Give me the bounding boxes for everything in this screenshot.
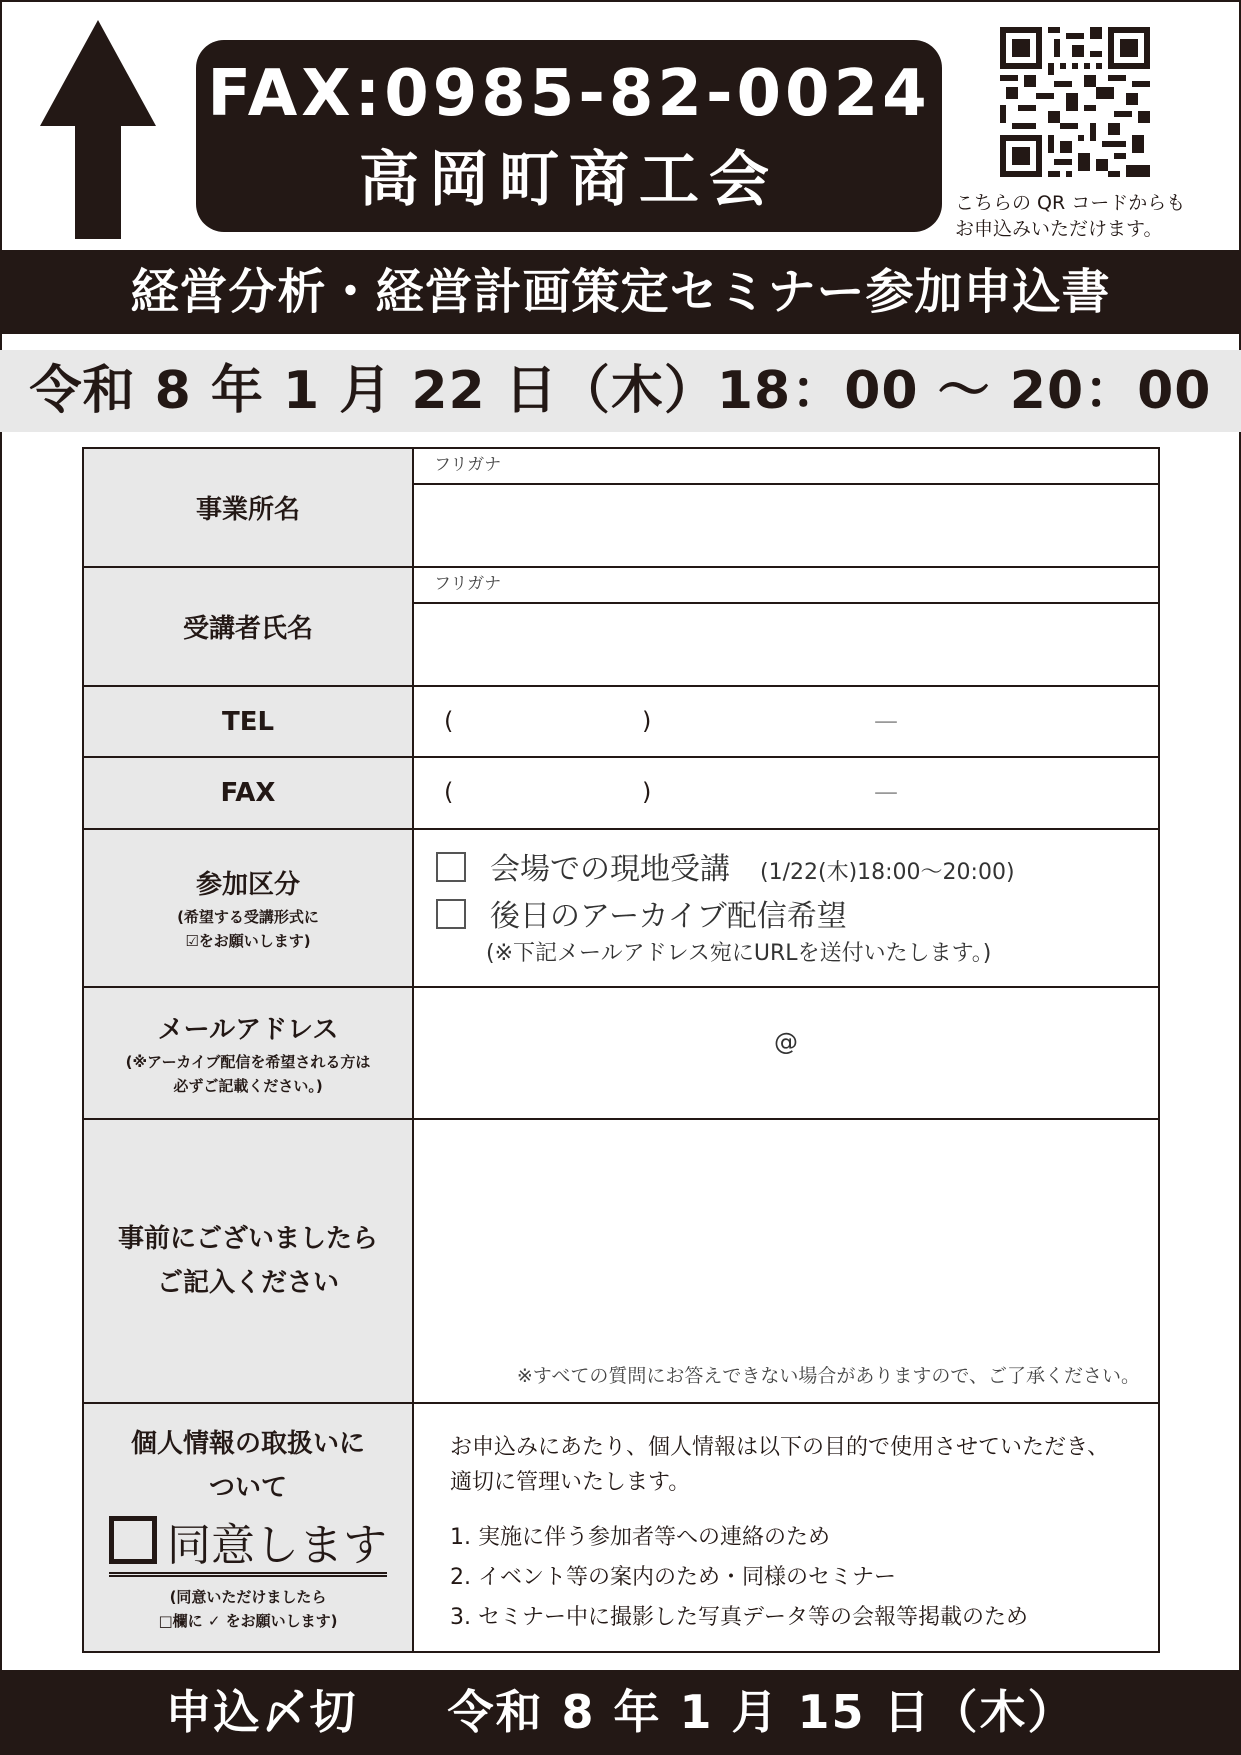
row-attendee-name xyxy=(83,567,1159,686)
fax-area-close: ) xyxy=(642,778,652,806)
privacy-intro: お申込みにあたり、個人情報は以下の目的で使用させていただき、 xyxy=(450,1435,1110,1460)
tel-dash: — xyxy=(874,707,898,735)
email-label: メールアドレス xyxy=(157,1014,339,1045)
fax-banner xyxy=(196,40,942,232)
deadline-label: 申込〆切 xyxy=(165,1685,358,1739)
arrow-up-icon xyxy=(40,20,156,239)
tel-area-close: ) xyxy=(642,707,652,735)
form-title: 経営分析・経営計画策定セミナー参加申込書 xyxy=(0,250,1241,334)
tel-area-open: ( xyxy=(444,707,454,735)
privacy-purpose-item: 1. 実施に伴う参加者等への連絡のため xyxy=(450,1525,830,1550)
questions-label-cell xyxy=(83,1119,413,1403)
privacy-label-cell xyxy=(83,1403,413,1652)
email-note: 必ずご記載ください。) xyxy=(173,1076,323,1095)
qr-code-icon[interactable] xyxy=(1000,27,1150,177)
attendee-name-label: 受講者氏名 xyxy=(83,567,413,686)
archive-option-label: 後日のアーカイブ配信希望 xyxy=(490,898,847,934)
onsite-checkbox[interactable] xyxy=(436,852,466,882)
agree-note: □欄に ✓ をお願いします) xyxy=(158,1612,338,1630)
onsite-option-label: 会場での現地受講 xyxy=(490,851,730,887)
questions-note: ※すべての質問にお答えできない場合がありますので、ご了承ください。 xyxy=(516,1365,1140,1387)
qr-caption xyxy=(955,190,1235,242)
agree-checkbox-group[interactable] xyxy=(109,1516,387,1577)
participation-label: 参加区分 xyxy=(195,869,300,900)
fax-area-open: ( xyxy=(444,778,454,806)
fax-dash: — xyxy=(874,778,898,806)
agree-note: (同意いただけましたら xyxy=(169,1588,327,1606)
business-name-field[interactable] xyxy=(414,485,1158,566)
qr-caption-line: お申込みいただけます。 xyxy=(955,218,1163,240)
privacy-policy xyxy=(413,1403,1159,1652)
organization-name: 高岡町商工会 xyxy=(359,145,779,215)
participation-label-cell xyxy=(83,829,413,987)
row-business-name xyxy=(83,448,1159,567)
tel-field[interactable] xyxy=(413,686,1159,757)
event-datetime: 令和 8 年 1 月 22 日（木）18：00 〜 20：00 xyxy=(0,350,1241,432)
row-questions xyxy=(83,1119,1159,1403)
row-fax xyxy=(83,757,1159,829)
privacy-label: ついて xyxy=(208,1473,287,1503)
email-note: (※アーカイブ配信を希望される方は xyxy=(125,1052,371,1071)
privacy-intro: 適切に管理いたします。 xyxy=(450,1470,691,1495)
business-name-label: 事業所名 xyxy=(83,448,413,567)
participation-note: ☑をお願いします) xyxy=(185,931,311,950)
email-field[interactable] xyxy=(413,987,1159,1119)
questions-field[interactable] xyxy=(413,1119,1159,1403)
deadline-banner xyxy=(0,1670,1241,1755)
option-onsite[interactable] xyxy=(414,848,1158,895)
email-label-cell xyxy=(83,987,413,1119)
option-archive[interactable] xyxy=(414,895,1158,939)
archive-checkbox[interactable] xyxy=(436,899,466,929)
application-form xyxy=(82,447,1160,1653)
row-email xyxy=(83,987,1159,1119)
onsite-option-time: (1/22(木)18:00〜20:00) xyxy=(760,859,1015,885)
fax-label: FAX xyxy=(83,757,413,829)
row-privacy xyxy=(83,1403,1159,1652)
agree-checkbox[interactable] xyxy=(109,1516,157,1564)
privacy-label: 個人情報の取扱いに xyxy=(130,1429,365,1459)
questions-label: ご記入ください xyxy=(156,1268,339,1298)
business-name-furigana-field[interactable]: フリガナ xyxy=(414,449,1158,485)
attendee-name-furigana-field[interactable]: フリガナ xyxy=(414,568,1158,604)
qr-caption-line: こちらの QR コードからも xyxy=(955,192,1186,214)
privacy-purpose-item: 2. イベント等の案内のため・同様のセミナー xyxy=(450,1565,896,1590)
deadline-date: 令和 8 年 1 月 15 日（木） xyxy=(447,1685,1076,1739)
row-participation xyxy=(83,829,1159,987)
agree-label: 同意します xyxy=(167,1520,387,1571)
fax-number: FAX:0985-82-0024 xyxy=(207,57,931,131)
archive-option-note: (※下記メールアドレス宛にURLを送付いたします。) xyxy=(486,940,992,966)
participation-options xyxy=(413,829,1159,987)
business-name-cell xyxy=(413,448,1159,567)
participation-note: (希望する受講形式に xyxy=(177,907,319,926)
fax-field[interactable] xyxy=(413,757,1159,829)
row-tel xyxy=(83,686,1159,757)
privacy-purpose-list xyxy=(450,1518,1138,1638)
attendee-name-cell xyxy=(413,567,1159,686)
attendee-name-field[interactable] xyxy=(414,604,1158,685)
questions-label: 事前にございましたら xyxy=(117,1224,378,1254)
privacy-purpose-item: 3. セミナー中に撮影した写真データ等の会報等掲載のため xyxy=(450,1605,1028,1630)
tel-label: TEL xyxy=(83,686,413,757)
at-sign: @ xyxy=(774,1028,798,1056)
